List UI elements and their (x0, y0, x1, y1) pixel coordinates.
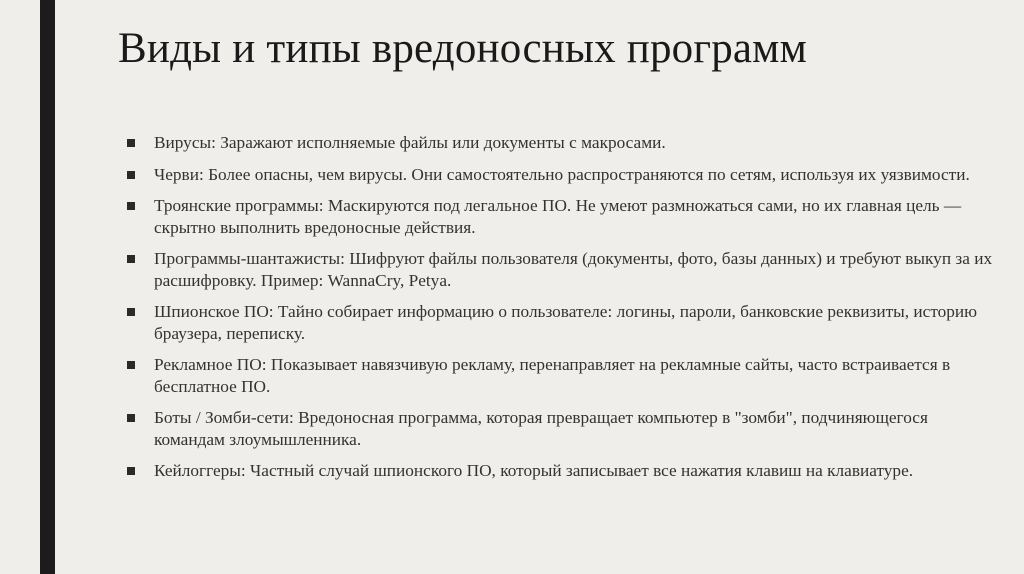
bullet-item-viruses (127, 132, 997, 154)
slide-title: Виды и типы вредоносных программ (118, 25, 808, 72)
bullet-item-ransomware (127, 248, 997, 291)
square-bullet-icon (127, 361, 135, 369)
bullet-list (127, 132, 997, 492)
bullet-text: Рекламное ПО: Показывает навязчивую рекламу, перенаправляет на рекламные сайты, часто встраивается в бесплатное ПО. (154, 355, 951, 396)
bullet-text: Шпионское ПО: Тайно собирает информацию о пользователе: логины, пароли, банковские реквизиты, историю браузера, переписку. (154, 302, 978, 343)
bullet-text: Вирусы: Заражают исполняемые файлы или документы с макросами. (154, 133, 666, 152)
square-bullet-icon (127, 171, 135, 179)
bullet-item-trojans (127, 195, 997, 238)
bullet-item-worms (127, 164, 997, 186)
square-bullet-icon (127, 255, 135, 263)
square-bullet-icon (127, 202, 135, 210)
bullet-text: Троянские программы: Маскируются под легальное ПО. Не умеют размножаться сами, но их главная цель — скрытно выполнить вредоносные действия. (154, 196, 962, 237)
square-bullet-icon (127, 139, 135, 147)
bullet-text: Боты / Зомби-сети: Вредоносная программа, которая превращает компьютер в "зомби", подчиняющегося командам злоумышленника. (154, 408, 928, 449)
bullet-item-spyware (127, 301, 997, 344)
accent-bar (40, 0, 55, 574)
square-bullet-icon (127, 308, 135, 316)
bullet-item-keyloggers (127, 460, 997, 482)
square-bullet-icon (127, 467, 135, 475)
bullet-text: Кейлоггеры: Частный случай шпионского ПО, который записывает все нажатия клавиш на клавиатуре. (154, 461, 914, 480)
bullet-item-botnets (127, 407, 997, 450)
square-bullet-icon (127, 414, 135, 422)
bullet-text: Программы-шантажисты: Шифруют файлы пользователя (документы, фото, базы данных) и требуют выкуп за их расшифровку. Пример: WannaCry, Petya. (154, 249, 993, 290)
bullet-text: Черви: Более опасны, чем вирусы. Они самостоятельно распространяются по сетям, используя их уязвимости. (154, 164, 970, 184)
bullet-item-adware (127, 354, 997, 397)
